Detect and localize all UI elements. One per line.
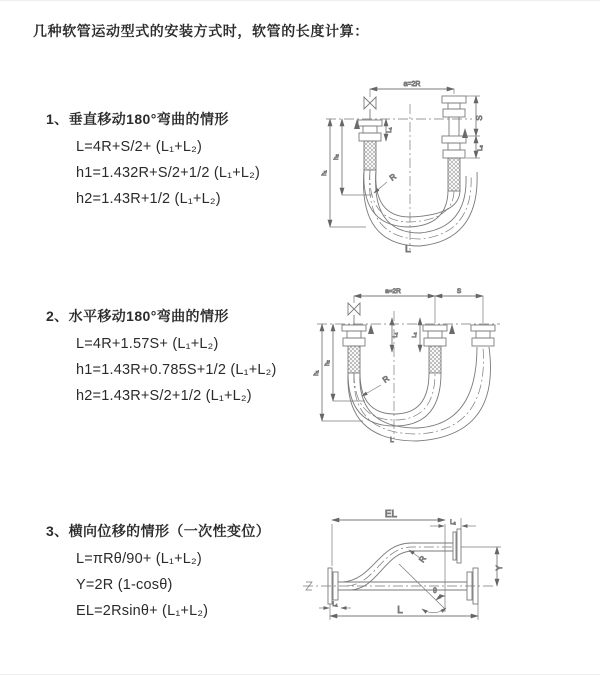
up-arrow-icon bbox=[462, 128, 468, 138]
left-flange bbox=[358, 120, 382, 141]
hose-curves bbox=[343, 543, 453, 590]
radius-leader bbox=[362, 385, 381, 396]
travel-label: S bbox=[456, 288, 462, 295]
right-flange bbox=[471, 325, 495, 346]
up-arrow-icon bbox=[354, 119, 360, 129]
hose-curves bbox=[348, 347, 491, 441]
section-horizontal-180 bbox=[46, 306, 316, 404]
radius-label: R bbox=[387, 171, 398, 183]
formula-h1: h1=1.432R+S/2+1/2 (L₁+L₂) bbox=[76, 165, 261, 181]
diagram-lateral-offset bbox=[295, 506, 600, 651]
span-label: a=2R bbox=[403, 81, 421, 88]
fitting-left-label: L₁ bbox=[387, 127, 393, 133]
section-vertical-180 bbox=[46, 109, 316, 207]
radius-label: R bbox=[417, 554, 428, 565]
fitting-right-label: L₂ bbox=[412, 332, 418, 338]
span-label: a=2R bbox=[385, 288, 401, 295]
braided-hose-section bbox=[348, 346, 360, 373]
length-dimension bbox=[330, 604, 478, 620]
height-dimensions bbox=[330, 119, 372, 227]
angle-construction bbox=[399, 564, 446, 613]
angle-label: θ bbox=[433, 588, 437, 595]
formula-length: L=4R+S/2+ (L₁+L₂) bbox=[76, 139, 202, 155]
braided-hose-section bbox=[364, 141, 376, 170]
section-1-heading: 1、垂直移动180°弯曲的情形 bbox=[46, 111, 229, 127]
section-lateral-offset bbox=[46, 521, 316, 619]
right-flange-upper bbox=[442, 96, 466, 117]
left-flange bbox=[342, 325, 366, 346]
radius-label: R bbox=[380, 373, 391, 385]
middle-flange bbox=[423, 325, 447, 346]
valve-icon bbox=[364, 89, 376, 119]
upper-flange bbox=[453, 529, 461, 563]
diagram-vertical-180 bbox=[310, 76, 590, 256]
formula-h2: h2=1.43R+1/2 (L₁+L₂) bbox=[76, 191, 221, 207]
el-dimension bbox=[332, 520, 445, 612]
fitting-right-label: L₂ bbox=[450, 520, 456, 526]
valve-icon bbox=[348, 296, 360, 325]
formula-el: EL=2Rsinθ+ (L₁+L₂) bbox=[76, 603, 209, 619]
up-arrow-icon bbox=[368, 324, 374, 334]
right-flange-lower bbox=[442, 136, 466, 158]
height-inner-label: h₂ bbox=[325, 360, 331, 366]
page-title: 几种软管运动型式的安装方式时，软管的长度计算： bbox=[33, 23, 369, 39]
length-label: L bbox=[390, 437, 394, 444]
fitting-left-label: L₁ bbox=[332, 602, 338, 608]
height-inner-label: h₂ bbox=[334, 154, 340, 160]
up-arrow-icon bbox=[449, 324, 455, 334]
fitting-right-label: L₂ bbox=[478, 145, 484, 151]
height-outer-label: h₁ bbox=[322, 170, 328, 176]
section-2-heading: 2、水平移动180°弯曲的情形 bbox=[46, 308, 229, 324]
length-label: L bbox=[405, 243, 411, 255]
formula-h2: h2=1.43R+S/2+1/2 (L₁+L₂) bbox=[76, 388, 252, 404]
el-label: EL bbox=[384, 509, 398, 520]
travel-label: S bbox=[475, 115, 484, 121]
formula-length: L=4R+1.57S+ (L₁+L₂) bbox=[76, 336, 219, 352]
braided-hose-section bbox=[429, 346, 441, 373]
formula-y: Y=2R (1-cosθ) bbox=[76, 577, 173, 593]
span-dimension bbox=[354, 296, 483, 323]
length-label: L bbox=[397, 605, 403, 616]
formula-length: L=πRθ/90+ (L₁+L₂) bbox=[76, 551, 202, 567]
formula-h1: h1=1.43R+0.785S+1/2 (L₁+L₂) bbox=[76, 362, 277, 378]
height-outer-label: h₁ bbox=[314, 370, 320, 376]
span-dimension bbox=[370, 89, 454, 94]
fitting-left-label: L₁ bbox=[393, 332, 399, 338]
offset-label: Y bbox=[495, 565, 504, 571]
diagram-horizontal-180 bbox=[305, 281, 590, 466]
section-3-heading: 3、横向位移的情形（一次性变位） bbox=[46, 523, 271, 539]
braided-hose-section bbox=[448, 158, 460, 191]
